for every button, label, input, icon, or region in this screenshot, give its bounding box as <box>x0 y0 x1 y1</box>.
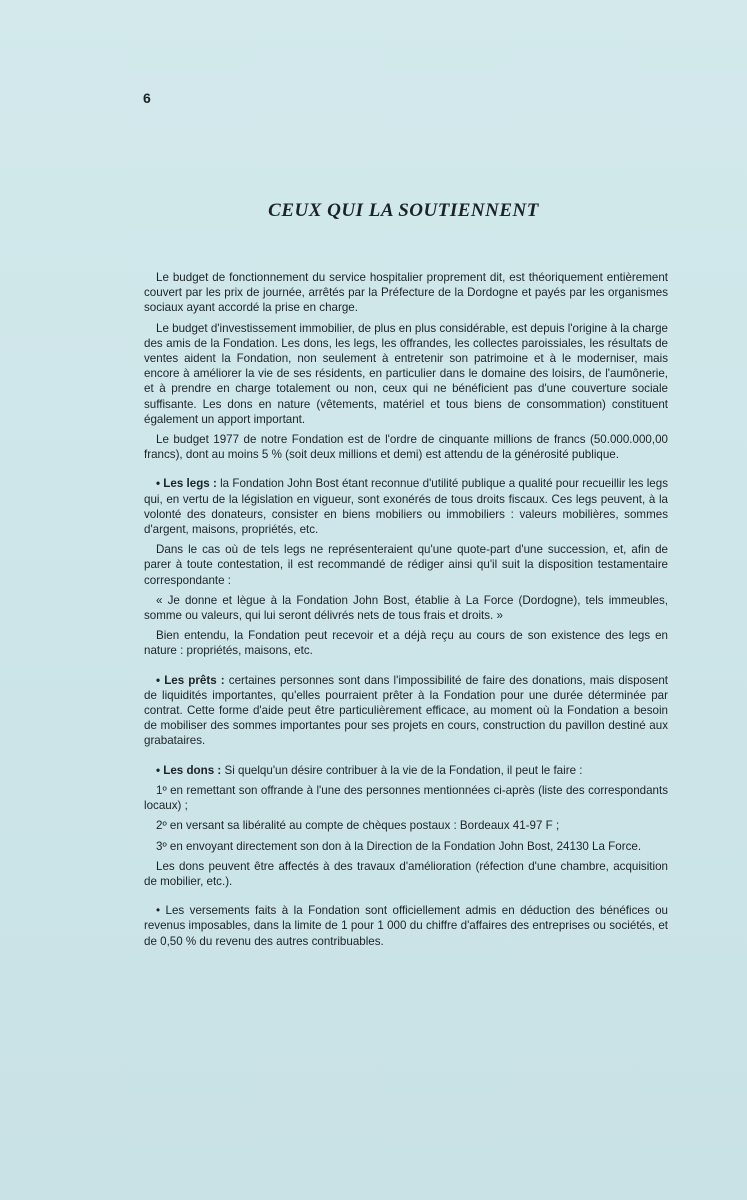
section-text: Si quelqu'un désire contribuer à la vie de la Fondation, il peut le faire : <box>221 763 583 777</box>
section-heading-prets: • Les prêts : <box>156 673 225 687</box>
paragraph: Bien entendu, la Fondation peut recevoir et a déjà reçu au cours de son existence des legs en nature : propriétés, maisons, etc. <box>144 629 668 658</box>
paragraph-versements: • Les versements faits à la Fondation sont officiellement admis en déduction des bénéfices ou revenus imposables, dans la limite de 1 pour 1 000 du chiffre d'affaires des entreprises ou sociétés, et de 0,50 % du revenu des autres contribuables. <box>144 904 668 948</box>
list-item: 3º en envoyant directement son don à la Direction de la Fondation John Bost, 24130 La Force. <box>156 839 642 853</box>
paragraph: Le budget de fonctionnement du service hospitalier proprement dit, est théoriquement entièrement couvert par les prix de journée, arrêtés par la Préfecture de la Dordogne et payés par les organismes sociaux ayant accordé la prise en charge. <box>144 271 668 315</box>
section-heading-dons: • Les dons : <box>156 763 222 777</box>
paragraph: Le budget d'investissement immobilier, de plus en plus considérable, est depuis l'origine à la charge des amis de la Fondation. Les dons, les legs, les offrandes, les collectes paroissiales, les résultats de ventes aident la Fondation, non seulement à entretenir son patrimoine et à le moderniser, mais encore à améliorer la vie de ses résidents, en particulier dans le domaine des loisirs, de l'aumônerie, et à prendre en charge totalement ou non, ceux qui ne bénéficient pas d'une couverture sociale suffisante. Les dons en nature (vêtements, matériel et tous biens de consommation) constituent également un apport important. <box>144 321 668 426</box>
section-text: la Fondation John Bost étant reconnue d'utilité publique a qualité pour recueillir les legs qui, en vertu de la législation en vigueur, sont exonérés de tous droits fiscaux. Ces legs peuvent, à la volonté des donateurs, consister en biens mobiliers ou immobiliers : valeurs mobilières, sommes d'argent, maisons, propriétés, etc. <box>144 477 668 537</box>
section-heading-legs: • Les legs : <box>156 477 217 491</box>
page-number: 6 <box>143 90 151 106</box>
page-title: CEUX QUI LA SOUTIENNENT <box>268 200 539 221</box>
section-dons <box>144 763 668 778</box>
section-prets <box>144 673 668 749</box>
body-text <box>144 270 668 954</box>
paragraph: Dans le cas où de tels legs ne représenteraient qu'une quote-part d'une succession, et, afin de parer à toute contestation, il est recommandé de rédiger ainsi qu'il suit la disposition testamentaire correspondante : <box>144 543 668 587</box>
paragraph-quote: « Je donne et lègue à la Fondation John Bost, établie à La Force (Dordogne), tels immeubles, somme ou valeurs, qui lui seront délivrés nets de tous frais et droits. » <box>144 593 668 623</box>
paragraph: Le budget 1977 de notre Fondation est de l'ordre de cinquante millions de francs (50.000.000,00 francs), dont au moins 5 % (soit deux millions et demi) est attendu de la générosité publique. <box>144 433 668 462</box>
paragraph: Les dons peuvent être affectés à des travaux d'amélioration (réfection d'une chambre, acquisition de mobilier, etc.). <box>144 859 668 888</box>
section-text: certaines personnes sont dans l'impossibilité de faire des donations, mais disposent de liquidités importantes, qu'elles pourraient prêter à la Fondation pour une durée déterminée par contrat. Cette forme d'aide peut être particulièrement efficace, au moment où la Fondation a besoin de mobiliser des sommes importantes pour ses projets en cours, construction du pavillon destiné aux grabataires. <box>144 673 668 748</box>
list-item: 2º en versant sa libéralité au compte de chèques postaux : Bordeaux 41-97 F ; <box>156 819 560 833</box>
list-item: 1º en remettant son offrande à l'une des personnes mentionnées ci-après (liste des correspondants locaux) ; <box>144 783 668 813</box>
section-legs <box>144 476 668 537</box>
